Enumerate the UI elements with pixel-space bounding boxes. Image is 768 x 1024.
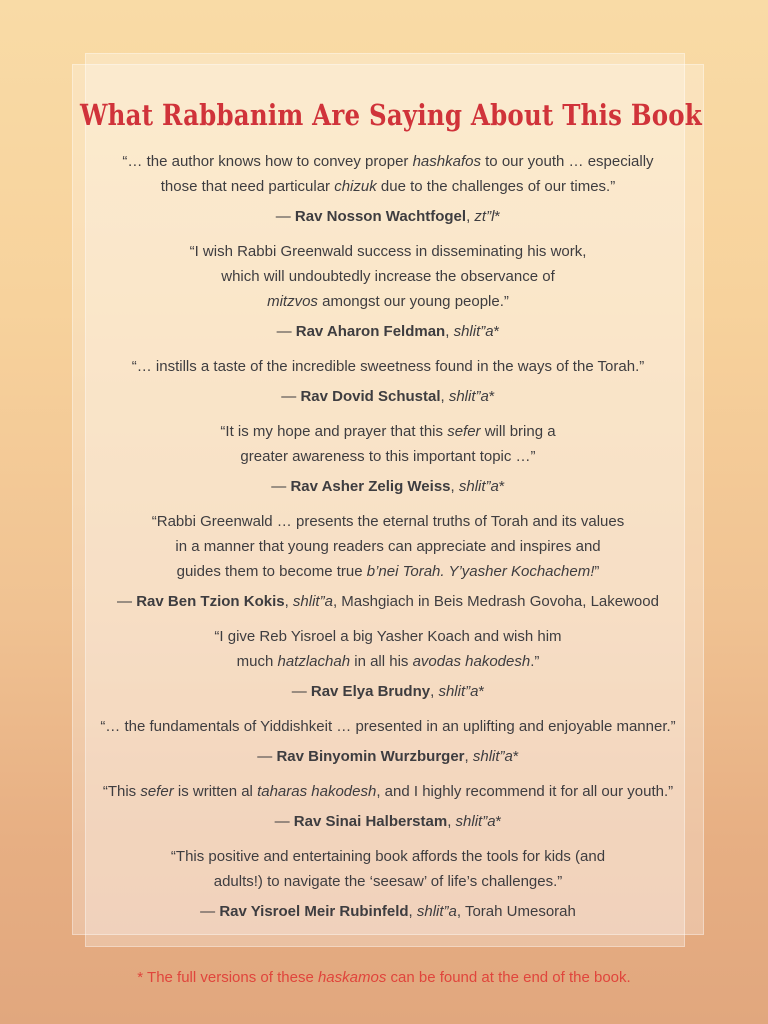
quote-block [86, 509, 690, 614]
italic-term: shlit”a [416, 903, 457, 920]
rabbi-name: Rav Asher Zelig Weiss [290, 478, 451, 495]
text-run: “I give Reb Yisroel a big Yasher Koach and wish him [214, 628, 562, 645]
quote-block [86, 239, 690, 344]
italic-term: sefer [140, 783, 174, 800]
italic-term: mitzvos [267, 293, 318, 310]
quote-attribution [86, 809, 690, 834]
text-run: * [495, 813, 502, 830]
quote-line [86, 149, 690, 174]
italic-term: shlit”a [448, 388, 489, 405]
text-run: “… instills a taste of the incredible sweetness found in the ways of the Torah.” [131, 358, 645, 375]
text-run: ” [594, 563, 600, 580]
quote-block [86, 624, 690, 704]
italic-term: shlit”a [455, 813, 496, 830]
italic-term: haskamos [317, 969, 387, 986]
endorsements-panel [72, 64, 704, 934]
text-run: — [281, 388, 301, 405]
text-run: , [450, 478, 459, 495]
quote-line [86, 779, 690, 804]
italic-term: shlit”a [292, 593, 333, 610]
quote-line [86, 649, 690, 674]
quote-block [86, 844, 690, 924]
quote-line [86, 239, 690, 264]
text-run: amongst our young people.” [317, 293, 509, 310]
text-run: , [440, 388, 449, 405]
text-run: “This positive and entertaining book affords the tools for kids (and [170, 848, 606, 865]
text-run: “Rabbi Greenwald … presents the eternal truths of Torah and its values [151, 513, 625, 530]
text-run: , [284, 593, 293, 610]
italic-term: shlit”a [453, 323, 494, 340]
text-run: — [117, 593, 137, 610]
quote-line [86, 289, 690, 314]
italic-term: hatzlachah [277, 653, 351, 670]
text-run: * [478, 683, 485, 700]
quote-line [86, 559, 690, 584]
text-run: , [464, 748, 473, 765]
text-run: , Torah Umesorah [456, 903, 576, 920]
quote-line [86, 624, 690, 649]
text-run: due to the challenges of our times.” [376, 178, 616, 195]
text-run: guides them to become true [176, 563, 367, 580]
text-run: * The full versions of these [137, 969, 318, 986]
text-run: — [276, 323, 296, 340]
rabbi-name: Rav Ben Tzion Kokis [136, 593, 285, 610]
quote-line [86, 869, 690, 894]
text-run: — [200, 903, 220, 920]
page-title: What Rabbanim Are Saying About This Book [79, 96, 702, 133]
footnote [0, 966, 768, 990]
text-run: — [271, 478, 291, 495]
quote-block [86, 354, 690, 409]
text-run: which will undoubtedly increase the observance of [221, 268, 555, 285]
quote-attribution [86, 384, 690, 409]
quote-block [86, 149, 690, 229]
italic-term: shlit”a [438, 683, 479, 700]
text-run: can be found at the end of the book. [386, 969, 631, 986]
quote-line [86, 534, 690, 559]
italic-term: sefer [447, 423, 481, 440]
quotes-list [86, 149, 690, 924]
rabbi-name: Rav Elya Brudny [310, 683, 431, 700]
quote-attribution [86, 679, 690, 704]
text-run: * [493, 323, 500, 340]
text-run: , and I highly recommend it for all our youth.” [376, 783, 674, 800]
quote-block [86, 714, 690, 769]
quote-line [86, 444, 690, 469]
text-run: , [447, 813, 456, 830]
text-run: * [512, 748, 519, 765]
text-run: much [236, 653, 278, 670]
text-run: , [430, 683, 439, 700]
quote-line [86, 264, 690, 289]
text-run: “… the fundamentals of Yiddishkeit … presented in an uplifting and enjoyable manner.” [100, 718, 676, 735]
rabbi-name: Rav Dovid Schustal [300, 388, 441, 405]
text-run: — [274, 813, 294, 830]
text-run: “… the author knows how to convey proper [122, 153, 413, 170]
quote-block [86, 419, 690, 499]
text-run: , [466, 208, 475, 225]
text-run: is written al [173, 783, 258, 800]
text-run: will bring a [480, 423, 556, 440]
quote-line [86, 174, 690, 199]
text-run: , [408, 903, 417, 920]
text-run: in all his [350, 653, 413, 670]
text-run: greater awareness to this important topic …” [240, 448, 536, 465]
italic-term: zt”l [474, 208, 495, 225]
text-run: — [275, 208, 295, 225]
rabbi-name: Rav Yisroel Meir Rubinfeld [219, 903, 409, 920]
italic-term: chizuk [334, 178, 377, 195]
quote-line [86, 354, 690, 379]
italic-term: shlit”a [458, 478, 499, 495]
quote-attribution [86, 204, 690, 229]
quote-line [86, 419, 690, 444]
text-run: to our youth … especially [480, 153, 654, 170]
quote-attribution [86, 589, 690, 614]
text-run: adults!) to navigate the ‘seesaw’ of life’s challenges.” [213, 873, 563, 890]
quote-attribution [86, 474, 690, 499]
rabbi-name: Rav Nosson Wachtfogel [294, 208, 467, 225]
text-run: * [488, 388, 495, 405]
italic-term: hashkafos [412, 153, 481, 170]
quote-attribution [86, 899, 690, 924]
text-run: .” [530, 653, 540, 670]
text-run: in a manner that young readers can appreciate and inspires and [175, 538, 601, 555]
italic-term: shlit”a [472, 748, 513, 765]
quote-line [86, 714, 690, 739]
text-run: * [498, 478, 505, 495]
text-run: — [291, 683, 311, 700]
quote-attribution [86, 744, 690, 769]
text-run: those that need particular [160, 178, 335, 195]
quote-block [86, 779, 690, 834]
text-run: “I wish Rabbi Greenwald success in disseminating his work, [189, 243, 587, 260]
text-run: “This [102, 783, 141, 800]
rabbi-name: Rav Binyomin Wurzburger [276, 748, 465, 765]
quote-line [86, 509, 690, 534]
italic-term: taharas hakodesh [257, 783, 377, 800]
text-run: * [494, 208, 501, 225]
quote-attribution [86, 319, 690, 344]
italic-term: b’nei Torah. Y’yasher Kochachem! [366, 563, 595, 580]
text-run: “It is my hope and prayer that this [220, 423, 448, 440]
rabbi-name: Rav Sinai Halberstam [293, 813, 448, 830]
text-run: , Mashgiach in Beis Medrash Govoha, Lakewood [332, 593, 659, 610]
italic-term: avodas hakodesh [412, 653, 531, 670]
quote-line [86, 844, 690, 869]
text-run: , [445, 323, 454, 340]
rabbi-name: Rav Aharon Feldman [295, 323, 446, 340]
text-run: — [257, 748, 277, 765]
